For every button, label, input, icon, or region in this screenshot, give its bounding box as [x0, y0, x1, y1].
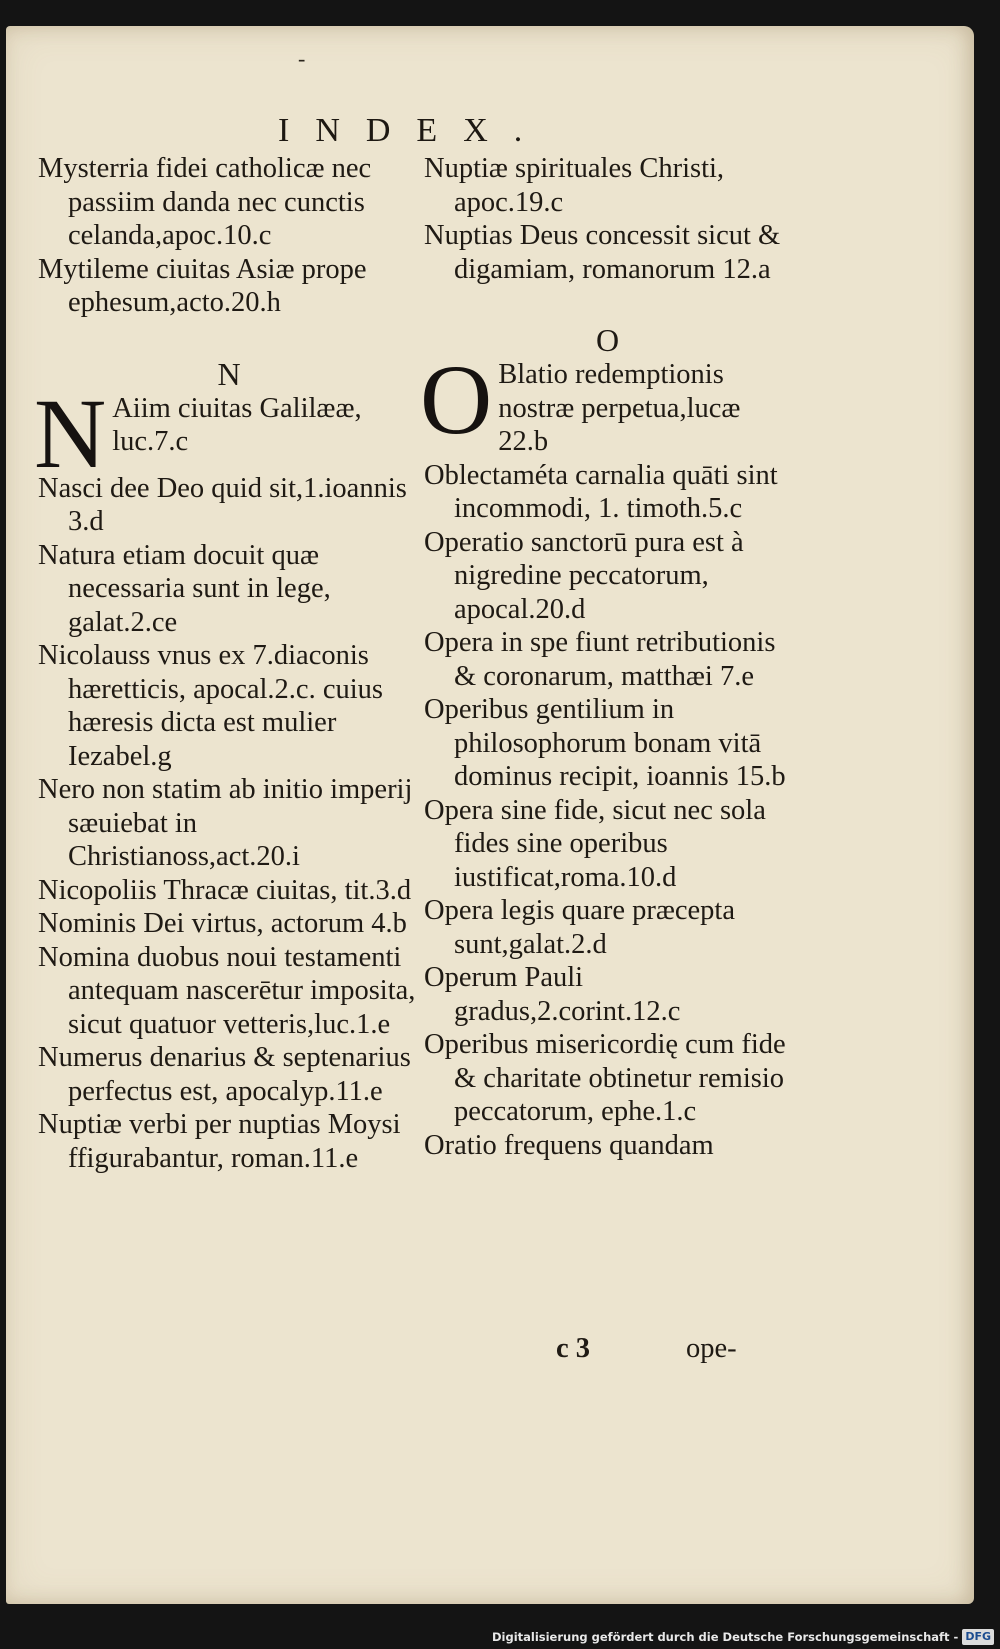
page-dash: - — [298, 46, 306, 71]
credit-text: Digitalisierung gefördert durch die Deutsche Forschungsgemeinschaft - — [491, 1630, 959, 1644]
digitization-credit — [492, 1629, 994, 1645]
index-entry: Opera legis quare præcepta sunt,galat.2.d — [424, 895, 735, 960]
decorated-initial-n: N — [34, 377, 107, 489]
index-entry: Natura etiam docuit quæ necessaria sunt in lege, galat.2.ce — [38, 539, 331, 638]
index-entry: Nasci dee Deo quid sit,1.ioannis 3.d — [38, 472, 407, 537]
index-entry: Nominis Dei virtus, actorum 4.b — [38, 908, 407, 939]
book-page — [6, 26, 974, 1604]
index-entry: Oblectaméta carnalia quāti sint incommodi, 1. timoth.5.c — [424, 459, 778, 524]
dfg-logo: DFG — [962, 1629, 994, 1645]
catchword: ope- — [686, 1333, 737, 1364]
index-entry: Numerus denarius & septenarius perfectus est, apocalyp.11.e — [38, 1042, 411, 1107]
index-entry: Nicopoliis Thracæ ciuitas, tit.3.d — [38, 874, 412, 906]
left-column — [34, 152, 424, 1175]
index-entry: Nicolauss vnus ex 7.diaconis hæretticis, apocal.2.c. cuius hæresis dicta est mulier Iezabel.g — [38, 640, 383, 772]
index-entry: Nuptiæ verbi per nuptias Moysi ffigurabantur, roman.11.e — [38, 1109, 401, 1174]
initial-entry-continuation: luc.7.c — [112, 426, 189, 457]
initial-entry-first-line: Blatio redemptionis — [498, 359, 724, 390]
signature-mark: c 3 — [556, 1333, 591, 1364]
index-entry: Oratio frequens quandam — [424, 1129, 714, 1161]
initial-entry-n — [34, 377, 424, 489]
section-heading-o: O — [595, 322, 620, 358]
index-entry: Nuptiæ spirituales Christi, apoc.19.c — [424, 153, 725, 218]
index-entry: Operibus misericordię cum fide & charitate obtinetur remisio peccatorum, ephe.1.c — [424, 1029, 786, 1127]
left-entries — [34, 472, 424, 1176]
index-entry: Operum Pauli gradus,2.corint.12.c — [424, 962, 681, 1027]
index-entry: Mysterria fidei catholicæ nec passiim danda nec cunctis celanda,apoc.10.c — [38, 153, 372, 251]
index-entry: Nomina duobus noui testamenti antequam nascerētur imposita, sicut quatuor vetteris,luc.1.e — [38, 941, 416, 1040]
index-entry: Operatio sanctorū pura est à nigredine peccatorum, apocal.20.d — [424, 526, 744, 625]
right-entries — [420, 459, 795, 1163]
left-top-entries — [34, 152, 424, 320]
initial-entry-o — [420, 344, 795, 459]
page-header: INDEX. — [278, 112, 549, 149]
index-entry: Nero non statim ab initio imperij sæuiebat in Christianoss,act.20.i — [38, 774, 413, 872]
index-entry: Opera in spe fiunt retributionis & coronarum, matthæi 7.e — [424, 627, 776, 692]
index-entry: Operibus gentilium in philosophorum bonam vitā dominus recipit, ioannis 15.b — [424, 694, 786, 792]
index-entry: Opera sine fide, sicut nec sola fides sine operibus iustificat,roma.10.d — [424, 794, 766, 893]
section-heading-n: N — [217, 355, 241, 392]
initial-entry-first-line: Aiim ciuitas Galilææ, — [112, 392, 362, 424]
index-entry: Mytileme ciuitas Asiæ prope ephesum,acto.20.h — [38, 253, 367, 318]
initial-entry-continuation: nostræ perpetua,lucæ 22.b — [498, 392, 741, 457]
right-column — [420, 152, 795, 1162]
decorated-initial-o: O — [420, 344, 493, 455]
right-top-entries — [420, 152, 795, 286]
index-entry: Nuptias Deus concessit sicut & digamiam, romanorum 12.a — [424, 220, 781, 285]
